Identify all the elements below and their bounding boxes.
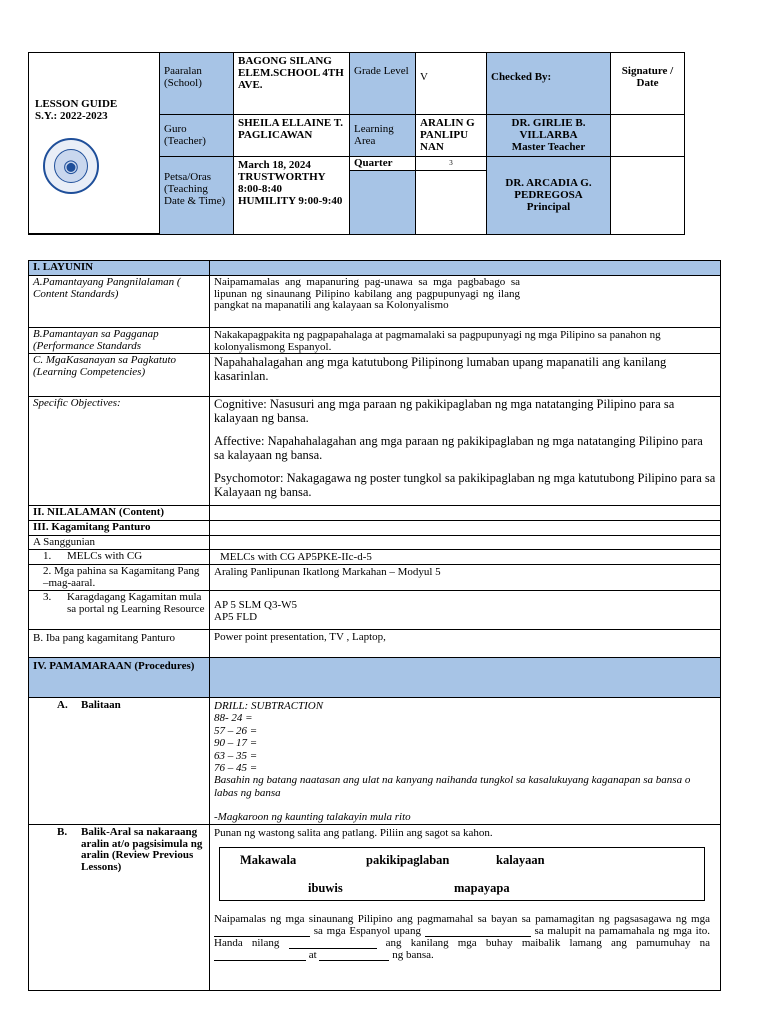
pahina-label: 2. Mga pahina sa Kagamitang Pang –mag-aaral. [29, 565, 210, 590]
lesson-guide-title [35, 98, 117, 122]
signature-label: Signature / Date [621, 65, 674, 89]
para-part-e: at [308, 949, 317, 961]
school-value-cell [234, 53, 350, 115]
content-standards-row [29, 276, 720, 328]
karagdagan-label-cell [29, 591, 210, 629]
word-pakikipaglaban: pakikipaglaban [366, 853, 450, 867]
performance-standards-label: B.Pamantayan sa Pagganap (Performance Standards [29, 328, 210, 353]
cognitive-objective: Cognitive: Nasusuri ang mga paraan ng pakikipaglaban ng mga natatanging Pilipino para sa kalayaan ng bansa. [214, 397, 675, 425]
balitaan-note: -Magkaroon ng kaunting talakayin mula rito [214, 811, 411, 824]
drill-1: 88- 24 = [214, 712, 253, 725]
para-part-a: Naipamalas ng mga sinaunang Pilipino ang pagmamahal sa bayan sa pamamagitan ng pagsasagawa ng mga [214, 913, 710, 925]
layunin-heading: I. LAYUNIN [29, 261, 210, 275]
header-table [28, 52, 685, 235]
lesson-guide-cell [29, 53, 160, 234]
checker2-title: Principal [526, 201, 571, 213]
blank-2[interactable] [425, 927, 531, 937]
blank-3[interactable] [289, 939, 377, 949]
date-value: March 18, 2024 [238, 159, 311, 171]
quarter-blank-cell [350, 171, 416, 234]
teacher-value: SHEILA ELLAINE T. PAGLICAWAN [238, 117, 344, 141]
area-value: ARALIN G PANLIPU NAN [420, 117, 475, 153]
balik-aral-number: B. [57, 826, 68, 838]
balitaan-content [210, 698, 720, 824]
karagdagan-value-2: AP5 FLD [214, 611, 258, 623]
area-label-cell [350, 115, 416, 157]
content-standards-text [210, 276, 720, 327]
balitaan-text: Basahin ng batang naatasan ang ulat na kanyang naihanda tungkol sa kasalukuyang kaganapan sa bansa o labas ng bansa [214, 774, 691, 799]
objectives-list [210, 397, 720, 505]
drill-title: DRILL: SUBTRACTION [214, 700, 324, 712]
iba-row [29, 630, 720, 658]
para-part-d: ang kanilang mga buhay maibalik lamang ang pamumuhay na [385, 937, 710, 949]
kagamitan-heading: III. Kagamitang Panturo [29, 521, 210, 535]
date-value-cell [234, 157, 350, 234]
karagdagan-row [29, 591, 720, 630]
balitaan-number: A. [57, 699, 68, 711]
pamamaraan-blank [210, 658, 720, 697]
pamamaraan-heading: IV. PAMAMARAAN (Procedures) [29, 658, 210, 697]
performance-standards-row [29, 328, 720, 354]
drill-3: 90 – 17 = [214, 737, 258, 750]
melcs-value: MELCs with CG AP5PKE-IIc-d-5 [220, 551, 372, 563]
blank-5[interactable] [319, 951, 389, 961]
checker1-title: Master Teacher [511, 141, 586, 153]
kagamitan-row [29, 521, 720, 536]
iba-label: B. Iba pang kagamitang Panturo [29, 630, 210, 657]
word-makawala: Makawala [240, 853, 297, 867]
area-value-cell [416, 115, 487, 157]
content-standards-label: A.Pamantayang Pangnilalaman ( Content Standards) [29, 276, 210, 327]
objectives-row [29, 397, 720, 506]
grade-value-cell [416, 53, 487, 115]
melcs-label-cell [29, 550, 210, 564]
word-mapayapa: mapayapa [454, 881, 510, 895]
school-year: S.Y.: 2022-2023 [35, 110, 108, 122]
seal-center-icon: ◉ [54, 149, 88, 183]
signature2-cell [611, 157, 684, 234]
grade-label-cell [350, 53, 416, 115]
pamamaraan-heading-row [29, 658, 720, 698]
karagdagan-values [210, 591, 720, 629]
psychomotor-objective: Psychomotor: Nakagagawa ng poster tungkol sa pakikipaglaban ng mga katutubong Pilipino para sa Kalayaan ng bansa. [214, 471, 716, 499]
karagdagan-number: 3. [43, 591, 52, 603]
quarter-value: 3 [449, 159, 453, 167]
sanggunian-label: A Sanggunian [29, 536, 210, 549]
deped-seal-icon [43, 138, 99, 194]
schedule-2: HUMILITY 9:00-9:40 [238, 195, 343, 207]
balitaan-row [29, 698, 720, 825]
signature-cell [611, 53, 684, 115]
layunin-heading-blank [210, 261, 720, 275]
quarter-blank-cell-2 [416, 171, 487, 234]
checked-by-label: Checked By: [491, 71, 552, 83]
balik-aral-instruction: Punan ng wastong salita ang patlang. Piliin ang sagot sa kahon. [214, 827, 493, 839]
para-part-b: sa mga Espanyol upang [313, 925, 421, 937]
nilalaman-row [29, 506, 720, 521]
balik-aral-content [210, 825, 720, 990]
para-part-f: ng bansa. [392, 949, 434, 961]
quarter-value-cell [416, 157, 487, 171]
blank-4[interactable] [214, 951, 306, 961]
kagamitan-blank [210, 521, 720, 535]
balik-aral-label: Balik-Aral sa nakaraang aralin at/o pagsisimula ng aralin (Review Previous Lessons) [81, 826, 203, 873]
signature1-cell [611, 115, 684, 157]
nilalaman-blank [210, 506, 720, 520]
melcs-row [29, 550, 720, 565]
quarter-label: Quarter [354, 157, 393, 169]
teacher-value-cell [234, 115, 350, 157]
school-label: Paaralan (School) [164, 65, 202, 89]
word-ibuwis: ibuwis [308, 881, 343, 895]
competencies-text: Napahahalagahan ang mga katutubong Pilipinong lumaban upang mapanatili ang kanilang kasarinlan. [214, 355, 667, 383]
nilalaman-heading: II. NILALAMAN (Content) [29, 506, 210, 520]
word-bank-box [219, 847, 705, 901]
objectives-label: Specific Objectives: [29, 397, 210, 505]
affective-objective: Affective: Napahahalagahan ang mga paraan ng pakikipaglaban ng mga natatanging Pilipino para sa kalayaan ng bansa. [214, 434, 703, 462]
competencies-label: C. MgaKasanayan sa Pagkatuto (Learning Competencies) [29, 354, 210, 396]
date-label: Petsa/Oras (Teaching Date & Time) [164, 171, 226, 207]
word-kalayaan: kalayaan [496, 853, 545, 867]
karagdagan-label: Karagdagang Kagamitan mula sa portal ng Learning Resource [67, 591, 205, 615]
sanggunian-blank [210, 536, 720, 549]
blank-1[interactable] [214, 927, 310, 937]
checked-by-cell [487, 53, 611, 115]
sanggunian-row [29, 536, 720, 550]
quarter-label-cell [350, 157, 416, 171]
lesson-table [28, 260, 721, 991]
karagdagan-value-1: AP 5 SLM Q3-W5 [214, 599, 298, 611]
pahina-row [29, 565, 720, 591]
teacher-label: Guro (Teacher) [164, 123, 206, 147]
competencies-row [29, 354, 720, 397]
checker1-name: DR. GIRLIE B. VILLARBA [511, 117, 586, 141]
pahina-value: Araling Panlipunan Ikatlong Markahan – Modyul 5 [214, 566, 441, 578]
drill-5: 76 – 45 = [214, 762, 258, 775]
para-part-c: sa malupit na pamamahala ng mga ito. Handa nilang [214, 925, 711, 949]
date-label-cell [160, 157, 234, 234]
grade-value: V [420, 71, 428, 83]
layunin-heading-row [29, 261, 720, 276]
content-standards-value: Naipamamalas ang mapanuring pag-unawa sa mga pagbabago sa lipunan ng sinaunang Pilipino kabilang ang pagpupunyagi ng ilang pangkat na mapanatili ang kalayaan sa Kolonyalismo [214, 276, 520, 311]
drill-2: 57 – 26 = [214, 724, 258, 737]
checker1-cell [487, 115, 611, 157]
school-label-cell [160, 53, 234, 115]
checker2-cell [487, 157, 611, 234]
school-value: BAGONG SILANG ELEM.SCHOOL 4TH AVE. [238, 55, 344, 91]
fill-in-paragraph [214, 913, 716, 961]
balitaan-label: Balitaan [81, 699, 121, 711]
melcs-label: MELCs with CG [67, 550, 143, 562]
balitaan-label-cell [29, 698, 210, 824]
melcs-number: 1. [43, 550, 52, 562]
performance-standards-text: Nakakapagpakita ng pagpapahalaga at pagmamalaki sa pagpupunyagi ng mga Pilipino sa panahon ng kolonyalismong Espanyol. [214, 329, 661, 353]
schedule-1: TRUSTWORTHY 8:00-8:40 [238, 171, 326, 195]
teacher-label-cell [160, 115, 234, 157]
balik-aral-label-cell [29, 825, 210, 990]
grade-label: Grade Level [354, 65, 409, 77]
lesson-guide-label: LESSON GUIDE [35, 98, 118, 110]
checker2-name: DR. ARCADIA G. PEDREGOSA [505, 177, 592, 201]
area-label: Learning Area [354, 123, 394, 147]
drill-4: 63 – 35 = [214, 749, 258, 762]
balik-aral-row [29, 825, 720, 990]
iba-value: Power point presentation, TV , Laptop, [214, 631, 386, 643]
